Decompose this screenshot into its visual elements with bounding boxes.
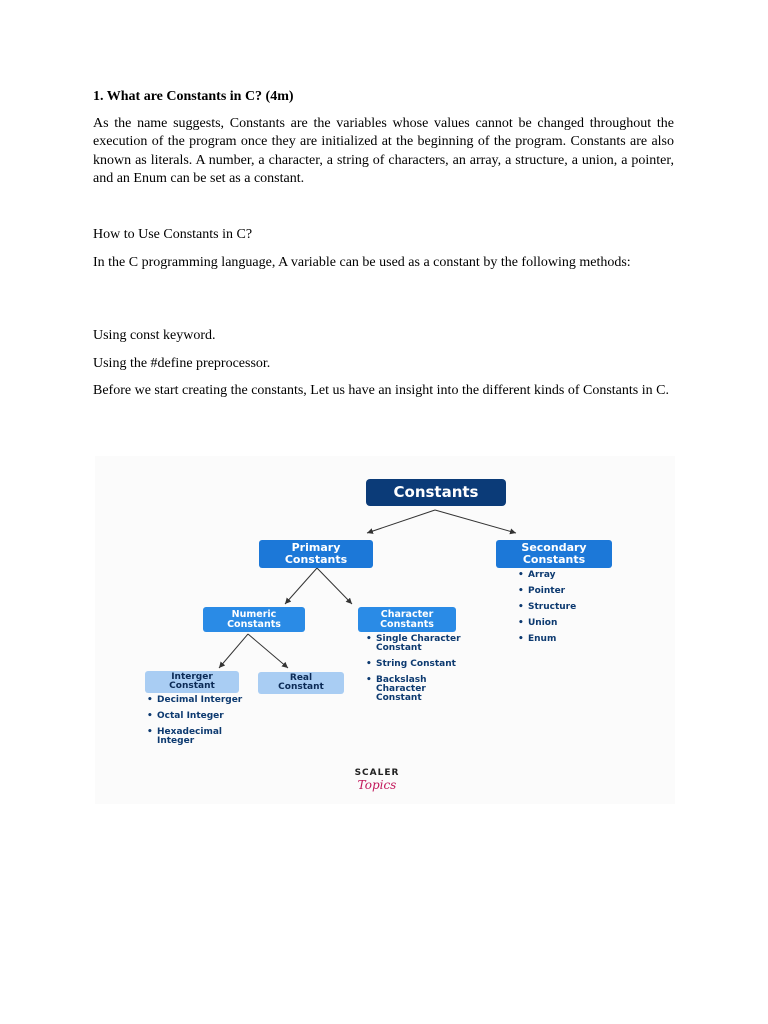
- arrow-to-character: [317, 568, 352, 604]
- list-item-pointer: • Pointer: [517, 587, 576, 596]
- secondary-items-list: [517, 571, 576, 650]
- box-constants-label: Constants: [393, 482, 479, 501]
- box-integer-constant: [145, 671, 239, 693]
- box-real-line1: Real: [289, 672, 313, 683]
- arrow-to-secondary: [435, 510, 516, 533]
- list-item-octal: • Octal Integer: [146, 712, 242, 721]
- insight-paragraph: Before we start creating the constants, Let us have an insight into the different kinds of Constants in C.: [93, 383, 669, 398]
- logo-topics-text: Topics: [357, 778, 397, 792]
- arrow-to-numeric: [285, 568, 317, 604]
- list-item-structure: • Structure: [517, 603, 576, 612]
- list-item-enum: • Enum: [517, 635, 576, 644]
- box-numeric-line2: Constants: [227, 618, 281, 630]
- list-item-union: • Union: [517, 619, 576, 628]
- arrow-to-integer: [219, 634, 248, 668]
- arrow-to-primary: [367, 510, 435, 533]
- list-item-array: • Array: [517, 571, 576, 580]
- list-item-hexadecimal: • Hexadecimal Integer: [146, 728, 232, 746]
- box-primary-line2: Constants: [284, 553, 348, 566]
- methods-paragraph: In the C programming language, A variable can be used as a constant by the following methods:: [93, 255, 631, 270]
- list-item-string-constant: • String Constant: [365, 660, 485, 669]
- list-item-decimal: • Decimal Interger: [146, 696, 242, 705]
- box-character-line1: Character: [380, 608, 434, 620]
- arrow-to-real: [248, 634, 288, 668]
- box-real-constant: [258, 672, 344, 694]
- method-define-preprocessor: Using the #define preprocessor.: [93, 356, 271, 371]
- constants-diagram: [95, 456, 675, 804]
- box-real-line2: Constant: [278, 682, 324, 692]
- logo-scaler-text: SCALER: [354, 768, 400, 778]
- character-items-list: [365, 635, 485, 709]
- box-integer-line2: Constant: [169, 681, 215, 691]
- box-primary-line1: Primary: [291, 541, 341, 555]
- box-character-line2: Constants: [380, 618, 434, 630]
- box-secondary-line2: Constants: [522, 553, 586, 566]
- box-secondary-constants: [496, 540, 612, 568]
- list-item-single-character: • Single Character Constant: [365, 635, 466, 653]
- scaler-topics-logo: [347, 769, 407, 791]
- box-character-constants: [358, 607, 456, 632]
- box-numeric-constants: [203, 607, 305, 632]
- box-numeric-line1: Numeric: [231, 608, 277, 620]
- intro-paragraph: As the name suggests, Constants are the variables whose values cannot be changed throughout the execution of the program once they are initialized at the beginning of the program. Constants are also known as literals. A number, a character, a string of characters, an array, a structure, a union, a pointer, and an Enum can be set as a constant.: [93, 116, 674, 186]
- method-const-keyword: Using const keyword.: [93, 328, 216, 343]
- box-secondary-line1: Secondary: [521, 541, 587, 555]
- box-constants: [366, 479, 506, 506]
- list-item-backslash-character: • Backslash Character Constant: [365, 676, 436, 703]
- box-integer-line1: Interger: [171, 671, 213, 682]
- integer-items-list: [146, 696, 242, 752]
- box-primary-constants: [259, 540, 373, 568]
- usage-subheading: How to Use Constants in C?: [93, 227, 253, 242]
- question-heading: 1. What are Constants in C? (4m): [93, 89, 294, 104]
